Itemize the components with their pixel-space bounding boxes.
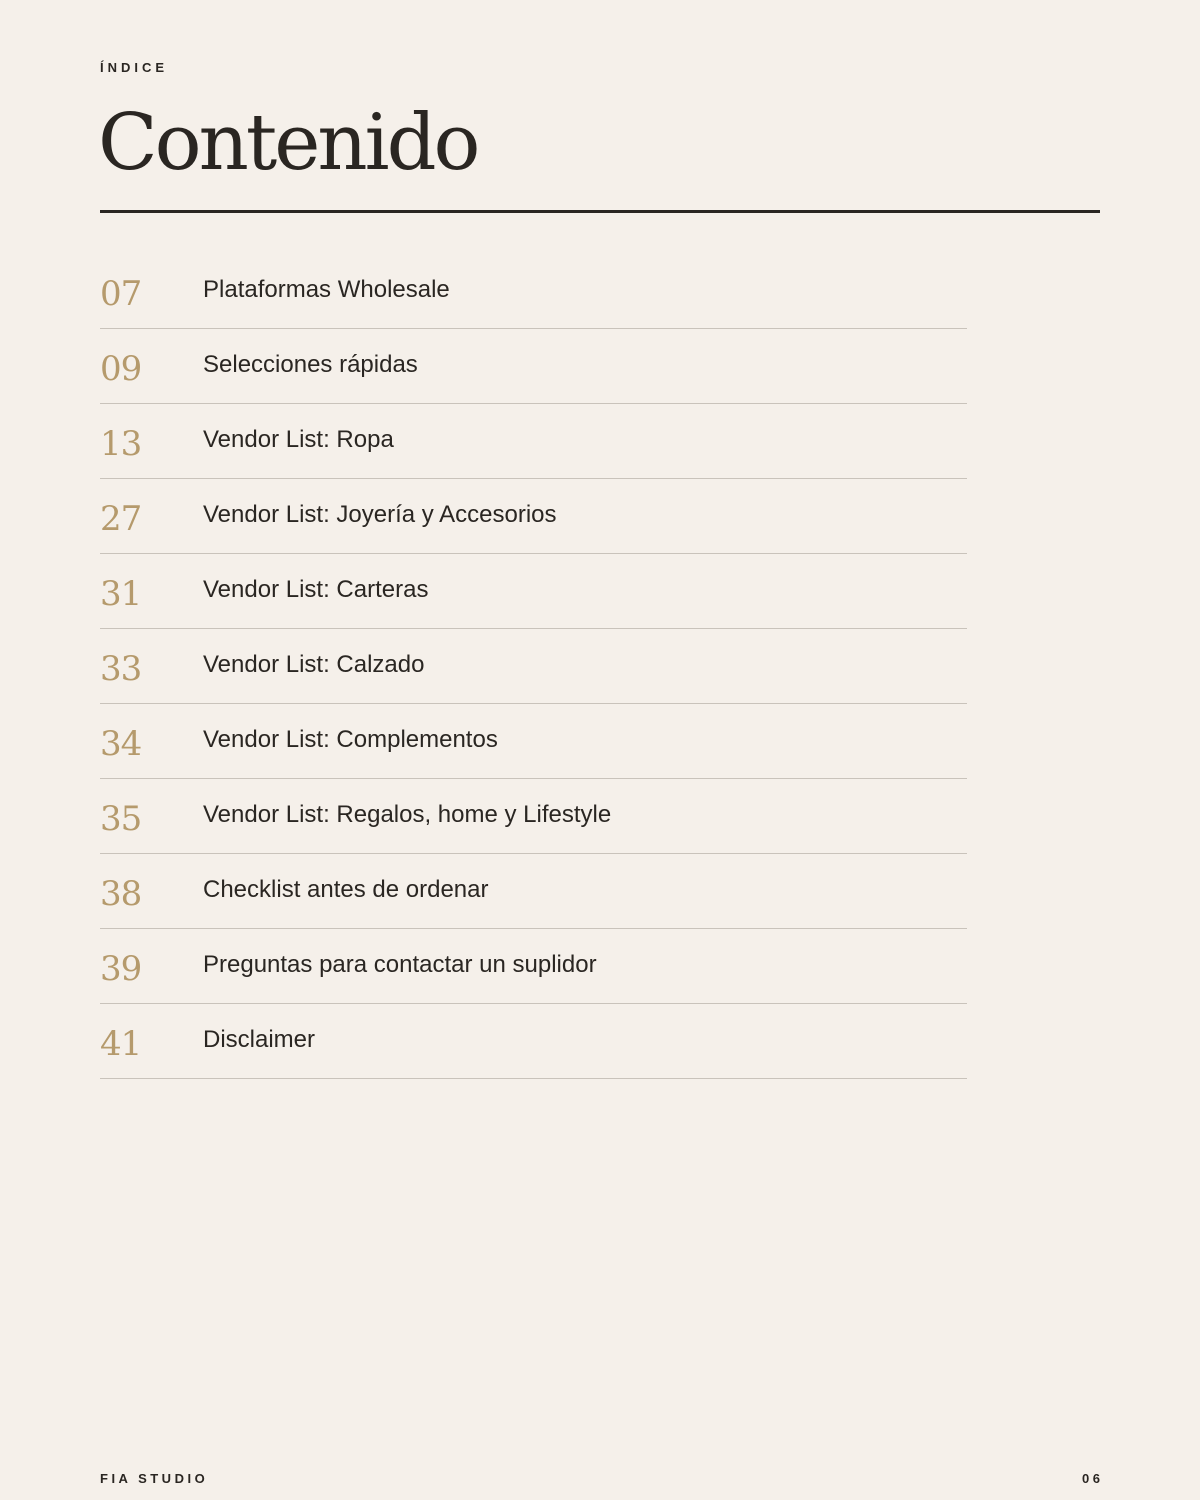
toc-entry-label: Vendor List: Carteras xyxy=(203,576,429,603)
footer-brand: FIA STUDIO xyxy=(100,1471,209,1486)
toc-entry[interactable] xyxy=(100,704,967,779)
toc-page-number: 13 xyxy=(100,424,142,464)
toc-page-number: 35 xyxy=(100,799,142,839)
toc-entry[interactable] xyxy=(100,1004,967,1079)
toc-entry-label: Vendor List: Calzado xyxy=(203,651,425,678)
toc-entry-label: Vendor List: Joyería y Accesorios xyxy=(203,501,557,528)
toc-entry[interactable] xyxy=(100,629,967,704)
toc-entry[interactable] xyxy=(100,329,967,404)
toc-page-number: 41 xyxy=(100,1024,142,1064)
toc-entry[interactable] xyxy=(100,404,967,479)
toc-entry[interactable] xyxy=(100,479,967,554)
toc-entry-label: Vendor List: Ropa xyxy=(203,426,394,453)
title-divider xyxy=(100,210,1100,213)
toc-page-number: 34 xyxy=(100,724,142,764)
toc-entry-label: Checklist antes de ordenar xyxy=(203,876,489,903)
toc-entry[interactable] xyxy=(100,554,967,629)
toc-page-number: 27 xyxy=(100,499,142,539)
section-kicker: ÍNDICE xyxy=(100,60,169,75)
toc-entry-label: Vendor List: Regalos, home y Lifestyle xyxy=(203,801,612,828)
table-of-contents xyxy=(100,254,967,1079)
toc-page-number: 33 xyxy=(100,649,142,689)
toc-entry-label: Selecciones rápidas xyxy=(203,351,418,378)
toc-entry-label: Plataformas Wholesale xyxy=(203,276,450,303)
toc-entry-label: Vendor List: Complementos xyxy=(203,726,498,753)
toc-page-number: 09 xyxy=(100,349,142,389)
toc-entry[interactable] xyxy=(100,779,967,854)
toc-page-number: 39 xyxy=(100,949,142,989)
toc-entry[interactable] xyxy=(100,929,967,1004)
toc-entry-label: Preguntas para contactar un suplidor xyxy=(203,951,597,978)
toc-entry[interactable] xyxy=(100,854,967,929)
page-title: Contenido xyxy=(98,98,478,188)
toc-page-number: 31 xyxy=(100,574,142,614)
toc-page-number: 38 xyxy=(100,874,142,914)
toc-entry-label: Disclaimer xyxy=(203,1026,316,1053)
toc-page-number: 07 xyxy=(100,274,142,314)
toc-entry[interactable] xyxy=(100,254,967,329)
footer-page-number: 06 xyxy=(1082,1471,1104,1486)
